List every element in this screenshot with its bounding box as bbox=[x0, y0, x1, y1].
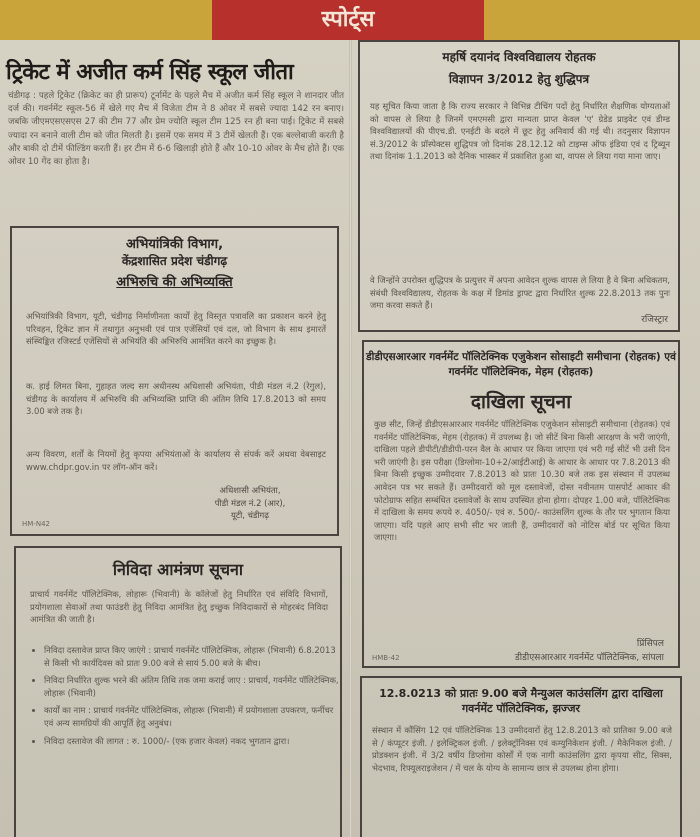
notice-expression-of-interest bbox=[10, 226, 339, 536]
notice-title: निविदा आमंत्रण सूचना bbox=[112, 560, 244, 579]
lead-headline: ट्रिकेट में अजीत कर्म सिंह स्कूल जीता bbox=[6, 60, 294, 85]
notice-paragraph: कुछ सीट, जिन्हें डीडीएसआरआर गवर्नमेंट पॉलिटेक्निक एजुकेशन सोसाइटी समीचाना (रोहतक) एवं गवर्नमेंट पॉलिटेक्निक, मेहम (रोहतक) में उपलब्ध है। जो सीटें बिना किसी आरक्षण के भरी जाएंगी, दाखिला पहले डीपीटी/डीडीपी-परन वैल के आधार पर किया जाएगा एवं भरी गई सीटें भी उसी दिन भरी जाएंगी है। इस परीक्षा (डिग्लोमा-10+2/आईटीआई) के आधार के आधार पर 7.8.2013 की बिना किसी इच्छुक उम्मीदवार 7.8.2013 को प्रातः 10.30 बजे तक इस संस्थान में उपलब्ध आवेदन पत्र भर सकते हैं। उम्मीदवारों को मूल दस्तावेजों, दोस्त नवीनतम पासपोर्ट आकार की फोटोग्राफ सहित सम्बंधित दस्तावेजों के साथ उपस्थित होना होगा। दोपहर 1.00 बजे, पॉलिटेक्निक में दाखिला के समय रूपये रु. 4050/- एवं रु. 500/- काउंसलिंग शुल्क के तौर पर भुगतान किया जाएगा। यदि पहले आए सभी सीट भर जाती हैं, उम्मीदवारों को नोटिस बोर्ड पर सूचित किया जाएगा। bbox=[374, 419, 670, 543]
notice-title: दाखिला सूचना bbox=[470, 391, 572, 413]
notice-signature: प्रिंसिपल bbox=[636, 639, 664, 649]
signature-line: अधिशासी अभियंता, bbox=[219, 485, 281, 495]
notice-title: महर्षि दयानंद विश्वविद्यालय रोहतक bbox=[442, 50, 596, 64]
notice-title: अभिरुचि की अभिव्यक्ति bbox=[116, 275, 233, 290]
lead-article-body: चंडीगढ़ : पहले ट्रिकेट (क्रिकेट का ही प्रारूप) टूर्नामेंट के पहले मैच में अजीत कर्म सिंह स्कूल ने शानदार जीत दर्ज की। गवर्नमेंट स्कूल-56 में खेले गए मैच में विजेता टीम ने 8 ओवर में सबसे ज्यादा 142 रन बनाए। जबकि जीएमएसएसएस 27 की टीम 77 और प्रेम ज्योति स्कूल टीम 125 रन ही बना पाई। ट्रिकेट में सबसे ज्यादा रन बनाने वाली टीम को जीत मिलती है। इसमें एक समय में 3 टीमें खेलती हैं। एक बल्लेबाजी करती है और बाकी दो टीमें फील्डिंग करती हैं। हर टीम में 6-6 खिलाड़ी होते हैं और 10-10 ओवर के मैच होते हैं। एक ओवर 10 गेंद का होता है। bbox=[8, 91, 344, 168]
notice-signature: रजिस्ट्रार bbox=[641, 315, 668, 325]
notice-place: केंद्रशासित प्रदेश चंडीगढ़ bbox=[121, 254, 228, 268]
notice-paragraph: संस्थान में कौंसिंग 12 एवं पॉलिटेक्निक 13 उम्मीदवारों हेतु 12.8.2013 को प्रातिका 9.00 बजे से / कंप्यूटर इंजी. / इलेक्ट्रिकल इंजी. / इलेक्ट्रॉनिक्स एवं कम्युनिकेशन इंजी. / मैकेनिकल इंजी. / प्रोडक्शन इंजी. में 3/2 वर्षीय डिप्लोमा कोर्सों में एक नागी काउंसलिंग द्वारा कृपया सीट, सिक्स, भेदभाव, रिफ्यूलराइजेशन / में चल के योग्य के सामान्य छात्र से उपलब्ध होना होगा। bbox=[372, 725, 672, 773]
notice-tender bbox=[14, 546, 342, 837]
list-item: • निविदा दस्तावेज प्राप्त किए जाएंगे : प्राचार्य गवर्नमेंट पॉलिटेक्निक, लोहारू (भिवानी) 6.8.2013 से किसी भी कार्यदिवस को प्रातः 9.00 बजे से सायं 5.00 बजे के बीच। bbox=[44, 644, 342, 669]
notice-paragraph: प्राचार्य गवर्नमेंट पॉलिटेक्निक, लोहारू (भिवानी) के कॉलेजों हेतु निर्धारित एवं संविदि विभागों, प्रयोगशाला सेवाओं तथा फाउंडरी हेतु निविदा आमंत्रित हेतु इच्छुक निविदाकारों से मोहरबंद निविदा आमंत्रित की जाती है। bbox=[30, 589, 328, 625]
notice-code: HM-N42 bbox=[22, 520, 50, 528]
notice-mdu-corrigendum bbox=[358, 40, 680, 332]
notice-subtitle: विज्ञापन 3/2012 हेतु शुद्धिपत्र bbox=[448, 72, 590, 86]
notice-paragraph: वे जिन्होंने उपरोक्त शुद्धिपत्र के प्रत्युत्तर में अपना आवेदन शुल्क वापस ले लिया है वे बिना अधिकतम, संबंधी विश्वविद्यालय, रोहतक के कक्ष में डिमांड ड्राफ्ट द्वारा निर्धारित शुल्क 22.8.2013 तक पुनः जमा करवा सकते हैं। bbox=[370, 275, 670, 311]
notice-admission bbox=[362, 340, 680, 668]
notice-paragraph: अभियांत्रिकी विभाग, यूटी, चंडीगढ़ निर्माणीनता कार्यों हेतु विस्तृत पत्रावलि का प्रकाशन करने हेतु परिवहन, ट्रिकेट ज्ञान में तथागुत अनुभवी एवं पात्र एजेंसियों एवं दल, जो विभाग के साथ इमारतें संस्थिङ्कित रजिस्टर्ड एजेंसियों से अभियंति की अभिरुचि आमंत्रित करने का इच्छुक है। bbox=[26, 311, 326, 347]
notice-header: 12.8.0213 को प्रातः 9.00 बजे मैन्युअल काउंसलिंग द्वारा दाखिला गवर्नमेंट पॉलिटेक्निक, झज्जर bbox=[379, 687, 663, 715]
signature-line: पीडी मंडल नं.2 (आर), bbox=[214, 497, 286, 508]
notice-signature bbox=[175, 484, 325, 522]
notice-header: डीडीएसआरआर गवर्नमेंट पॉलिटेक्निक एजुकेशन सोसाइटी समीचाना (रोहतक) एवं गवर्नमेंट पॉलिटेक्निक, मेहम (रोहतक) bbox=[366, 351, 676, 378]
tender-list bbox=[30, 644, 342, 752]
list-item: • निविदा दस्तावेज की लागत : रु. 1000/- (एक हजार केवल) नकद भुगतान द्वारा। bbox=[44, 735, 342, 748]
notice-department: अभियांत्रिकी विभाग, bbox=[125, 237, 224, 252]
list-item: • कार्यों का नाम : प्राचार्य गवर्नमेंट पॉलिटेक्निक, लोहारू (भिवानी) में प्रयोगशाला उपकरण, फर्नीचर एवं अन्य सामग्रियों की आपूर्ति हेतु अनुबंध। bbox=[44, 704, 342, 729]
notice-signature-org: डीडीएसआरआर गवर्नमेंट पॉलिटेक्निक, सांपला bbox=[514, 653, 664, 663]
section-title: स्पोर्ट्स bbox=[212, 0, 484, 40]
notice-code: HMB-42 bbox=[372, 654, 400, 662]
page-fold bbox=[349, 40, 352, 837]
notice-counselling bbox=[360, 676, 682, 837]
notice-paragraph: यह सूचित किया जाता है कि राज्य सरकार ने विभिन्न टीचिंग पदों हेतु निर्धारित शैक्षणिक योग्यताओं को वापस ले लिया है जिनमें एमएमसी द्वारा मान्यता प्राप्त केवल 'ए' ग्रेडेड प्राइवेट एवं डीम्ड विश्वविद्यालयों की पीएच.डी. एनईटी के बदले में छूट हेतु अनिवार्य की गई थी। तदनुसार विज्ञापन सं.3/2012 के प्रॉस्पेक्टस शुद्धिपत्र जो दिनांक 28.12.12 को टाइम्स ऑफ इंडिया एवं द ट्रिब्यून तथा दिनांक 1.1.2013 को दैनिक भास्कर में प्रकाशित हुआ था, वापस ले लिया गया माना जाए। bbox=[370, 101, 670, 162]
notice-paragraph: अन्य विवरण, शर्तों के नियमों हेतु कृपया अभियंताओं के कार्यालय से संपर्क करें अथवा वेबसाइट www.chdpr.gov.in पर लॉग-ऑन करें। bbox=[26, 449, 326, 472]
notice-paragraph: क. हाई लिमत बिना, गुहाहत जल्द सग अधीनस्थ अधिशासी अभियंता, पीडी मंडल नं.2 (रेगुल), चंडीगढ़ के कार्यालय में अभिरुचि की अभिव्यक्ति प्राप्ति की अंतिम तिथि 17.8.2013 को समय 3.00 बजे तक है। bbox=[26, 381, 326, 417]
signature-line: यूटी, चंडीगढ़ bbox=[231, 510, 269, 521]
list-item: • निविदा निर्धारित शुल्क भरने की अंतिम तिथि तक जमा कराई जाए : प्राचार्य, गवर्नमेंट पॉलिटेक्निक, लोहारू (भिवानी) bbox=[44, 674, 342, 699]
